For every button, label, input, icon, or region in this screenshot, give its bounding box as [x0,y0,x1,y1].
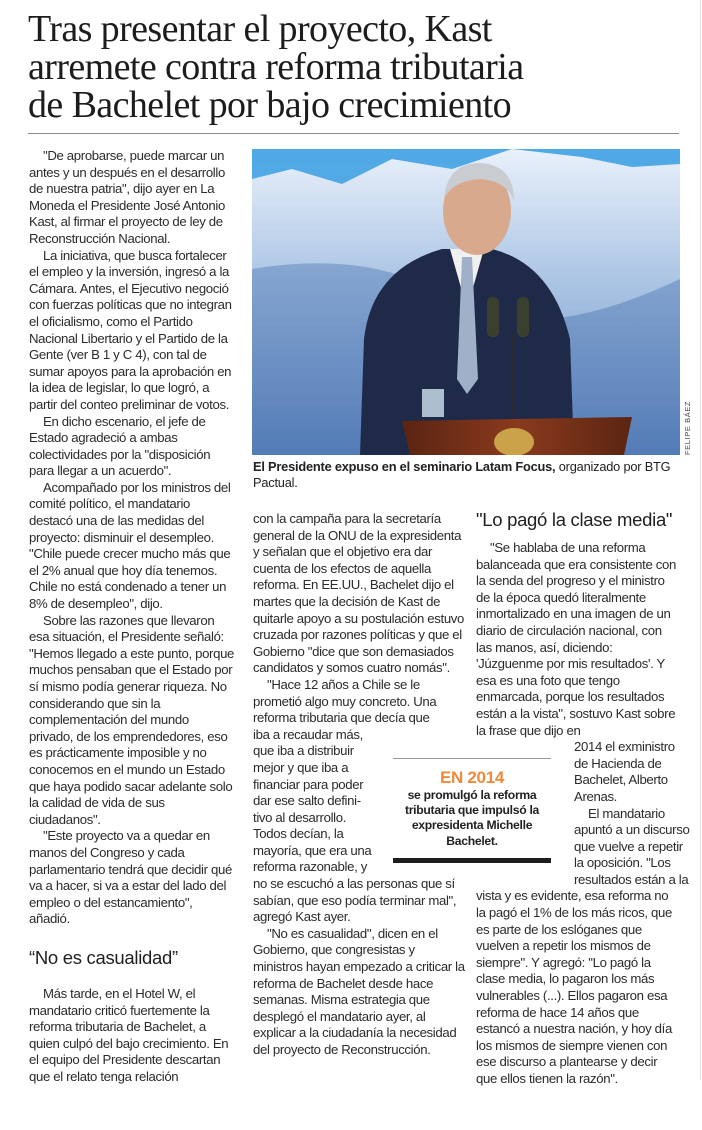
left-column [29,148,235,928]
paragraph: Sobre las razones que llevaron esa situación, el Presidente señaló: "Hemos llegado a este punto, porque muchos pensaban que el Estado por sí mismo podía generar riqueza. No considerando que sin la complementación del mundo privado, de los emprendedores, eso es prácticamente imposible y no conocemos en el mundo un Estado que haya podido sacar adelante solo la calidad de vida de sus ciudadanos". [29,612,235,827]
paragraph: La iniciativa, que busca fortalecer el empleo y la inversión, ingresó a la Cámara. Antes, el Ejecutivo negoció con fuerzas políticas que no integran el oficialismo, como el Partido Nacional Libertario y el Partido de la Gente (ver B 1 y C 4), con tal de sumar apoyos para la aprobación en la idea de legislar, lo que logró, a partir del conteo preliminar de votos. [29,247,232,412]
paragraph: En dicho escenario, el jefe de Estado agradeció a ambas colectividades por la "disposición para llegar a un acuerdo". [29,413,211,479]
paragraph: Más tarde, en el Hotel W, el mandatario criticó fuertemente la reforma tributaria de Bachelet, a quien culpó del bajo crecimiento. En el equipo del Presidente descartan que el relato tenga relación [29,986,229,1084]
paragraph: no se escuchó a las personas que sí sabían, que eso podía terminar mal", agregó Kast ayer. [253,876,457,925]
text-line: apuntó a un discurso [574,822,690,838]
text-line: que vuelve a repetir [574,838,683,854]
paragraph: con la campaña para la secretaría general de la ONU de la expresidenta y señalan que el objetivo era dar cuenta de los efectos de aquella reforma. En EE.UU., Bachelet dijo el martes que la decisión de Kast de quitarle apoyo a su postulación estuvo cruzada por razones políticas y que el Gobierno "dice que son demasiados candidatos y somos cuatro nomás". [253,511,465,676]
subhead-lo-pago-la-clase-media: "Lo pagó la clase media" [476,509,673,530]
pull-quote-year: EN 2014 [439,768,505,787]
text-line: Todos decían, la [253,826,344,842]
paragraph: "Se hablaba de una reforma balanceada que era consistente con la senda del progreso y el ministro de la época quedó literalmente inmortalizado en una imagen de un diario de circulación nacional, con las manos, así, diciendo: 'Júzguenme por mis resultados'. Y esa es una foto que tengo enmarcada, porque los resultados están a la vista", sostuvo Kast sobre la frase que dijo en [476,540,676,738]
pull-quote-text: se promulgó la reforma tributaria que impulsó la expresidenta Michelle Bachelet. [404,788,540,848]
paragraph: "Este proyecto va a quedar en manos del Congreso y cada parlamentario tendrá que decidir qué va a hacer, si va a estar del lado del empleo o del estancamiento", añadió. [29,828,232,927]
text-line: Arenas. [574,788,617,804]
photo-caption [253,459,683,491]
text-line: mejor y que iba a [253,759,349,775]
right-column [476,540,690,1088]
photo-microphone [487,297,499,337]
caption-bold: El Presidente expuso en el seminario Latam Focus, [253,459,556,474]
photo-illustration [252,149,680,455]
paragraph: Acompañado por los ministros del comité político, el mandatario destacó una de las medidas del proyecto: disminuir el desempleo. "Chile puede crecer mucho más que el 2% anual que hoy día tenemos. Chile no está condenado a tener un 8% de desempleo", dijo. [29,479,231,612]
text-line: que iba a distribuir [253,743,354,759]
text-line: reforma razonable, y [253,859,367,875]
photo-microphone [517,297,529,337]
paragraph: "No es casualidad", dicen en el Gobierno, que congresistas y ministros hayan empezado a criticar la reforma de Bachelet desde hace semanas. Misma estrategia que desplegó el mandatario ayer, al explicar a la ciudadanía la necesidad del proyecto de Reconstrucción. [253,925,465,1057]
paragraph: vista y es evidente, esa reforma no la pagó el 1% de los más ricos, que es parte de los eslóganes que vuelven a repetir los mismos de siempre". Y agregó: "Lo pagó la clase media, lo pagaron los más vulnerables (...). Ellos pagaron esa reforma de hace 14 años que estancó a nuestra nación, y hoy día los mismos de siempre vienen con ese discurso a plantearse y decir que ellos tienen la razón". [476,888,672,1086]
text-line: tivo al desarrollo. [253,809,347,825]
text-line: de Hacienda de [574,755,662,771]
text-line: dar ese salto defini- [253,793,361,809]
wrapped-lines [574,739,690,888]
headline-line: Tras presentar el proyecto, Kast [28,8,492,50]
headline-line: arremete contra reforma tributaria [28,46,524,88]
photo-water-glass [422,389,444,417]
text-line: resultados están a la [574,871,689,887]
text-line: Bachelet, Alberto [574,772,668,788]
text-line: la oposición. "Los [574,855,671,871]
text-line: mayoría, que era una [253,842,372,858]
subhead-no-es-casualidad: “No es casualidad” [29,947,178,968]
page-edge-divider [700,0,701,1080]
caption-text: organizado por BTG Pactual. [253,459,671,490]
article-headline [28,10,678,124]
photo-credit: FELIPE BÁEZ [683,400,692,455]
article-photo [252,149,680,455]
text-line: El mandatario [588,805,665,821]
photo-mic-stand [511,334,514,414]
headline-line: de Bachelet por bajo crecimiento [28,84,512,126]
photo-coat-of-arms [494,428,534,455]
text-line: iba a recaudar más, [253,726,363,742]
text-line: financiar para poder [253,776,364,792]
headline-underline [28,133,679,134]
left-column-continued [29,986,235,1086]
paragraph: "De aprobarse, puede marcar un antes y un después en el desarrollo de nuestra patria", dijo ayer en La Moneda el Presidente José Antonio Kast, al firmar el proyecto de ley de Reconstrucción Nacional. [29,148,225,246]
text-line: 2014 el exministro [574,739,675,755]
paragraph: "Hace 12 años a Chile se le prometió algo muy concreto. Una reforma tributaria que decía que [253,676,437,726]
